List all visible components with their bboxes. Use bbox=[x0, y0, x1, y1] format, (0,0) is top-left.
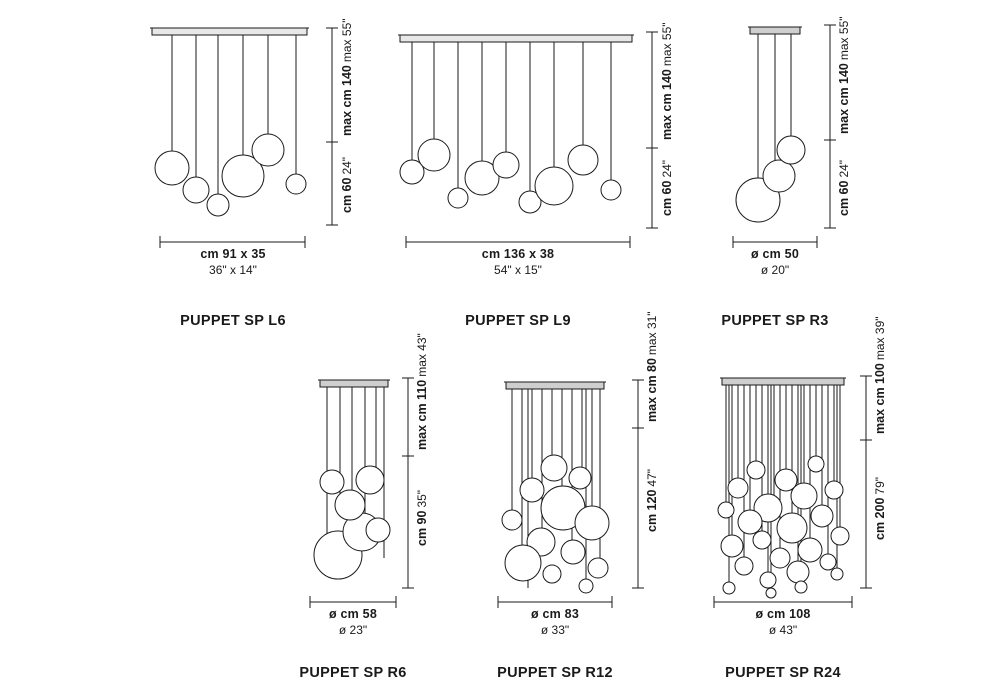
vertical-dim-top-imperial: max 39" bbox=[872, 316, 887, 361]
width-dim-r24 bbox=[702, 607, 864, 638]
vertical-dim-bottom-r6 bbox=[415, 490, 429, 546]
vertical-dim-bottom-r12 bbox=[645, 469, 659, 532]
vertical-dim-top-metric: max cm 80 bbox=[645, 358, 659, 422]
vertical-dim-top-imperial: max 55" bbox=[659, 22, 674, 67]
width-dim-metric: ø cm 108 bbox=[755, 607, 811, 621]
width-dim-metric: ø cm 83 bbox=[531, 607, 579, 621]
vertical-dim-bottom-imperial: 24" bbox=[836, 159, 851, 178]
vertical-dim-bottom-metric: cm 120 bbox=[645, 489, 659, 532]
vertical-dim-top-metric: max cm 110 bbox=[415, 379, 429, 450]
width-dim-l9 bbox=[437, 247, 599, 278]
vertical-dim-top-metric: max cm 100 bbox=[873, 363, 887, 434]
vertical-dim-bottom-metric: cm 60 bbox=[340, 177, 354, 213]
width-dim-metric: cm 91 x 35 bbox=[200, 247, 266, 261]
width-dim-metric: cm 136 x 38 bbox=[481, 247, 555, 261]
vertical-dim-top-imperial: max 43" bbox=[414, 333, 429, 377]
vertical-dim-bottom-metric: cm 200 bbox=[873, 497, 887, 540]
vertical-dim-bottom-imperial: 47" bbox=[644, 468, 659, 487]
vertical-dim-top-metric: max cm 140 bbox=[660, 69, 674, 140]
vertical-dim-bottom-r3 bbox=[837, 160, 851, 216]
width-dim-metric: ø cm 50 bbox=[751, 247, 799, 261]
width-dim-l6 bbox=[152, 247, 314, 278]
model-label-r6: PUPPET SP R6 bbox=[299, 665, 407, 681]
model-label-r3: PUPPET SP R3 bbox=[721, 313, 829, 329]
drawing-puppet-sp-l6 bbox=[0, 0, 340, 250]
vertical-dim-bottom-imperial: 24" bbox=[659, 159, 674, 178]
vertical-dim-top-r24 bbox=[873, 316, 887, 434]
vertical-dim-bottom-metric: cm 60 bbox=[660, 180, 674, 216]
vertical-dim-top-metric: max cm 140 bbox=[340, 65, 354, 136]
width-dim-imperial: ø 20" bbox=[760, 262, 790, 277]
vertical-dim-top-r12 bbox=[645, 311, 659, 422]
figure-puppet-sp-r3 bbox=[655, 0, 1000, 340]
vertical-dim-top-r6 bbox=[415, 333, 429, 450]
vertical-dim-top-r3 bbox=[837, 16, 851, 134]
width-dim-metric: ø cm 58 bbox=[329, 607, 377, 621]
model-label-r24: PUPPET SP R24 bbox=[725, 665, 841, 681]
model-label-r12: PUPPET SP R12 bbox=[497, 665, 613, 681]
width-dim-r12 bbox=[474, 607, 636, 638]
vertical-dim-bottom-imperial: 79" bbox=[872, 476, 887, 495]
drawing-puppet-sp-r24 bbox=[660, 360, 1000, 610]
width-dim-imperial: 36" x 14" bbox=[209, 262, 257, 277]
width-dim-imperial: ø 23" bbox=[338, 622, 368, 637]
vertical-dim-top-metric: max cm 140 bbox=[837, 63, 851, 134]
vertical-dim-bottom-metric: cm 60 bbox=[837, 180, 851, 216]
drawing-puppet-sp-r3 bbox=[655, 0, 1000, 250]
width-dim-r6 bbox=[272, 607, 434, 638]
vertical-dim-top-imperial: max 55" bbox=[339, 18, 354, 63]
drawing-puppet-sp-l9 bbox=[330, 0, 660, 250]
width-dim-imperial: 54" x 15" bbox=[494, 262, 542, 277]
vertical-dim-bottom-metric: cm 90 bbox=[415, 510, 429, 546]
width-dim-imperial: ø 33" bbox=[540, 622, 570, 637]
vertical-dim-bottom-r24 bbox=[873, 477, 887, 540]
width-dim-imperial: ø 43" bbox=[768, 622, 798, 637]
figure-puppet-sp-l9 bbox=[330, 0, 674, 340]
model-label-l9: PUPPET SP L9 bbox=[465, 313, 571, 329]
vertical-dim-top-imperial: max 55" bbox=[836, 16, 851, 61]
vertical-dim-bottom-imperial: 24" bbox=[339, 156, 354, 175]
figure-puppet-sp-l6 bbox=[0, 0, 354, 340]
vertical-dim-top-imperial: max 31" bbox=[644, 311, 659, 356]
vertical-dim-bottom-imperial: 35" bbox=[414, 489, 429, 508]
model-label-l6: PUPPET SP L6 bbox=[180, 313, 286, 329]
width-dim-r3 bbox=[694, 247, 856, 278]
